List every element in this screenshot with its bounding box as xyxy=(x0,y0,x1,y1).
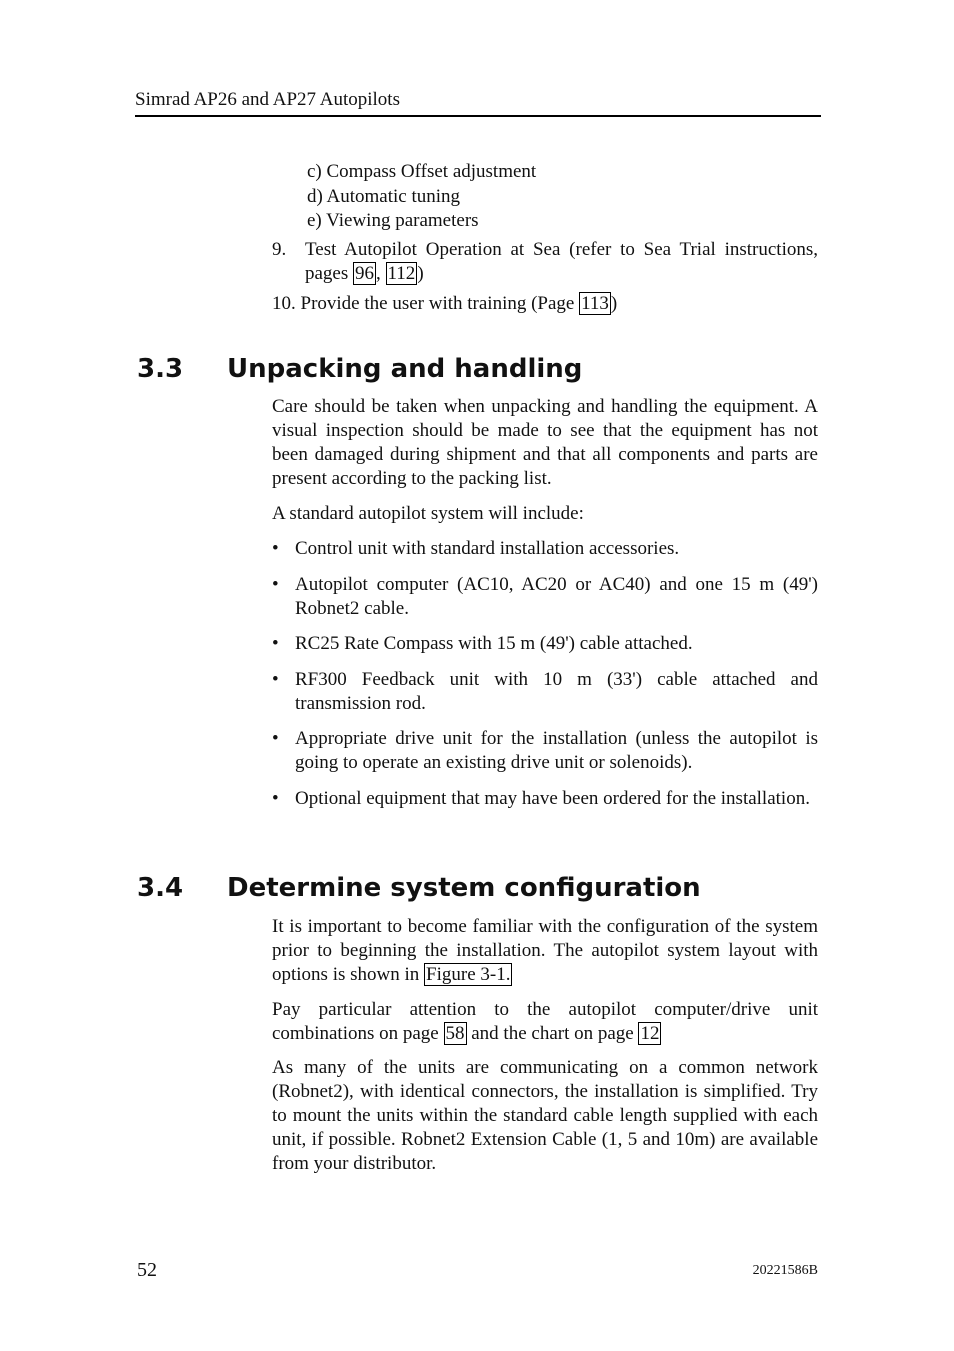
list-item-text: Autopilot computer (AC10, AC20 or AC40) and one 15 m (49') Robnet2 cable. xyxy=(295,574,818,619)
step-9 xyxy=(305,238,818,286)
section-3-4-heading xyxy=(137,873,837,907)
list-item xyxy=(272,573,818,621)
paragraph-1-text: It is important to become familiar with the configuration of the system prior to beginning the installation. The autopilot system layout with options is shown in xyxy=(272,916,818,985)
list-item xyxy=(272,537,818,561)
list-item xyxy=(272,632,818,656)
section-3-3-paragraph-2: A standard autopilot system will include: xyxy=(272,503,584,524)
section-3-4-paragraph-3: As many of the units are communicating on a common network (Robnet2), with identical connectors, the installation is simplified. Try to mount the units within the standard cable length supplied with each unit, if possible. Robnet2 Extension Cable (1, 5 and 10m) are available from your distributor. xyxy=(272,1057,818,1174)
header-title: Simrad AP26 and AP27 Autopilots xyxy=(135,89,400,110)
step-9-separator: , xyxy=(376,263,381,284)
page-link-58[interactable]: 58 xyxy=(445,1023,465,1044)
list-item-text: RF300 Feedback unit with 10 m (33') cable attached and transmission rod. xyxy=(295,669,818,714)
list-item-text: Optional equipment that may have been ordered for the installation. xyxy=(295,788,810,809)
bullet-symbol: • xyxy=(272,633,279,654)
section-3-3-heading xyxy=(137,354,837,388)
list-item xyxy=(272,727,818,775)
step-9-text: Test Autopilot Operation at Sea (refer to Sea Trial instructions, pages xyxy=(305,239,818,284)
section-3-4-paragraph-1 xyxy=(272,915,818,987)
list-item xyxy=(272,787,818,811)
page-link-113[interactable]: 113 xyxy=(581,293,609,314)
page-link-112[interactable]: 112 xyxy=(387,263,416,284)
list-item-text: Control unit with standard installation accessories. xyxy=(295,538,680,559)
list-item-text: RC25 Rate Compass with 15 m (49') cable attached. xyxy=(295,633,693,654)
section-3-3-number: 3.3 xyxy=(137,354,184,384)
bullet-symbol: • xyxy=(272,728,279,749)
bullet-symbol: • xyxy=(272,669,279,690)
page-link-12[interactable]: 12 xyxy=(640,1023,660,1044)
paragraph-2-text-a: Pay particular attention to the autopilot computer/drive unit combinations on page xyxy=(272,999,818,1044)
section-3-4-paragraph-2 xyxy=(272,998,818,1046)
page-number: 52 xyxy=(137,1259,157,1281)
page-link-96[interactable]: 96 xyxy=(355,263,375,284)
substep-c: c) Compass Offset adjustment xyxy=(307,161,537,182)
paragraph-2-text-b: and the chart on page xyxy=(471,1023,634,1044)
bullet-symbol: • xyxy=(272,788,279,809)
list-item-text: Appropriate drive unit for the installation (unless the autopilot is going to operate an existing drive unit or solenoids). xyxy=(295,728,818,773)
section-3-4-title: Determine system configuration xyxy=(227,873,701,903)
step-10-close: ) xyxy=(610,293,618,314)
step-9-number: 9. xyxy=(272,239,287,260)
figure-3-1-link[interactable]: Figure 3-1. xyxy=(426,964,511,985)
list-item xyxy=(272,668,818,716)
section-3-3-title: Unpacking and handling xyxy=(227,354,583,384)
substep-d: d) Automatic tuning xyxy=(307,186,461,207)
running-header xyxy=(135,89,821,117)
step-10-number: 10. xyxy=(272,293,296,314)
step-10 xyxy=(272,292,617,316)
substep-e: e) Viewing parameters xyxy=(307,210,479,231)
step-9-close: ) xyxy=(417,263,424,284)
section-3-4-number: 3.4 xyxy=(137,873,184,903)
bullet-symbol: • xyxy=(272,574,279,595)
section-3-3-paragraph-1: Care should be taken when unpacking and handling the equipment. A visual inspection should be made to see that the equipment has not been damaged during shipment and that all components and parts are present according to the packing list. xyxy=(272,396,818,489)
step-10-text: Provide the user with training (Page xyxy=(300,293,575,314)
bullet-symbol: • xyxy=(272,538,279,559)
document-number: 20221586B xyxy=(752,1263,818,1278)
